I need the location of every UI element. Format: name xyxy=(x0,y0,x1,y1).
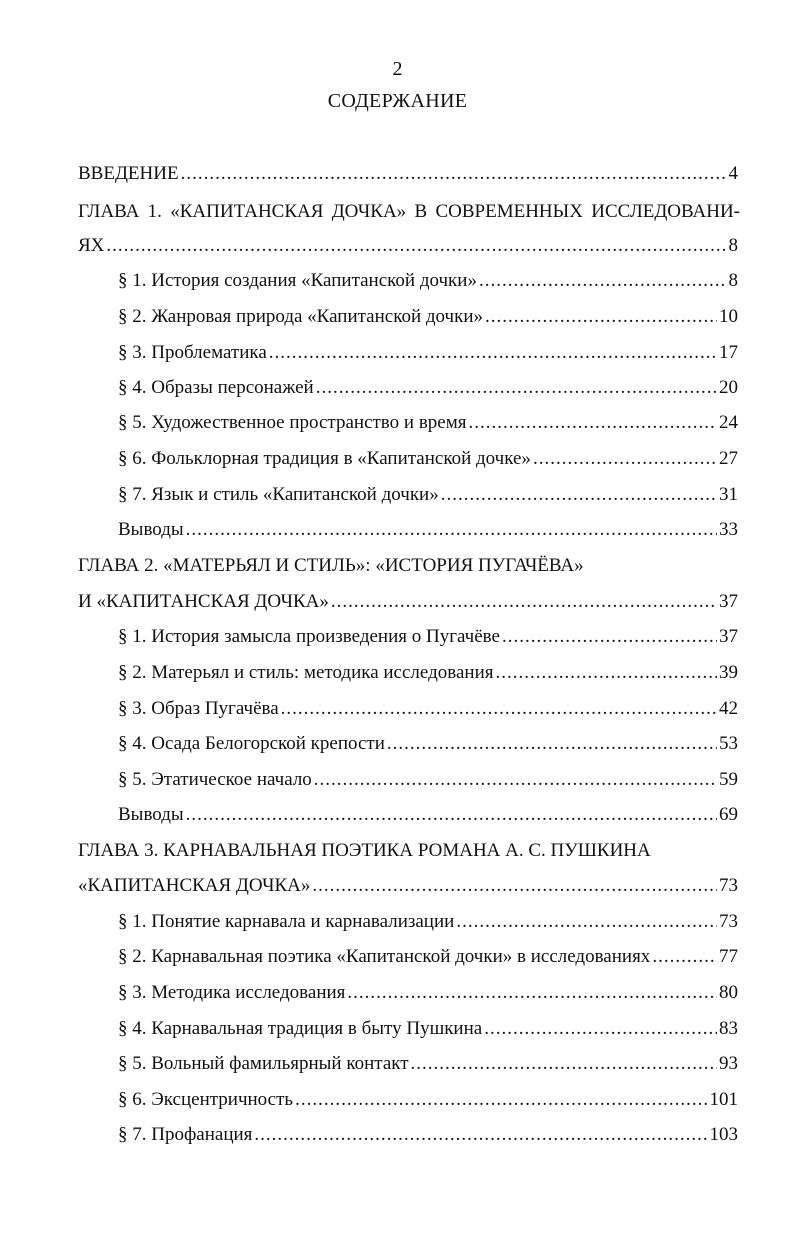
toc-entry-page: 42 xyxy=(719,698,738,719)
toc-entry-page: 27 xyxy=(719,448,738,469)
toc-entry-label: § 6. Эксцентричность xyxy=(118,1089,294,1110)
toc-entry-chapter-3[interactable] xyxy=(78,873,738,899)
toc-leader-dots xyxy=(281,696,717,722)
toc-entry-page: 53 xyxy=(719,733,738,754)
toc-leader-dots xyxy=(316,375,717,401)
toc-leader-dots xyxy=(479,268,727,294)
toc-entry-page: 8 xyxy=(728,235,738,256)
toc-entry-page: 37 xyxy=(719,626,738,647)
toc-entry-page: 37 xyxy=(719,591,738,612)
toc-leader-dots xyxy=(441,482,717,508)
toc-entry-page: 33 xyxy=(719,519,738,540)
toc-entry-label: § 4. Образы персонажей xyxy=(118,377,314,398)
toc-entry-label: Выводы xyxy=(118,519,184,540)
toc-leader-dots xyxy=(502,624,717,650)
toc-entry-page: 80 xyxy=(719,982,738,1003)
toc-entry-label: § 6. Фольклорная традиция в «Капитанской дочке» xyxy=(118,448,531,469)
toc-entry-section[interactable] xyxy=(118,624,738,650)
toc-leader-dots xyxy=(652,944,717,970)
toc-entry-section[interactable] xyxy=(118,410,738,436)
toc-entry-page: 39 xyxy=(719,662,738,683)
page-title: СОДЕРЖАНИЕ xyxy=(327,90,468,112)
toc-entry-label: § 5. Художественное пространство и время xyxy=(118,412,467,433)
toc-entry-section[interactable] xyxy=(118,909,738,935)
toc-entry-section[interactable] xyxy=(118,482,738,508)
toc-entry-page: 8 xyxy=(728,270,738,291)
toc-entry-page: 31 xyxy=(719,484,738,505)
toc-leader-dots xyxy=(254,1122,707,1148)
toc-entry-label: § 2. Карнавальная поэтика «Капитанской дочки» в исследованиях xyxy=(118,946,651,967)
toc-entry-section[interactable] xyxy=(118,731,738,757)
toc-entry-page: 73 xyxy=(719,911,738,932)
chapter-3-heading[interactable]: ГЛАВА 3. КАРНАВАЛЬНАЯ ПОЭТИКА РОМАНА А. С. ПУШКИНА xyxy=(78,840,651,861)
toc-entry-label: § 5. Этатическое начало xyxy=(118,769,312,790)
toc-entry-page: 83 xyxy=(719,1018,738,1039)
toc-entry-label: ВВЕДЕНИЕ xyxy=(78,163,179,184)
toc-entry-page: 103 xyxy=(709,1124,738,1145)
toc-entry-label: § 5. Вольный фамильярный контакт xyxy=(118,1053,409,1074)
toc-leader-dots xyxy=(469,410,718,436)
toc-entry-page: 24 xyxy=(719,412,738,433)
toc-entry-label: § 3. Методика исследования xyxy=(118,982,346,1003)
chapter-2-heading[interactable]: ГЛАВА 2. «МАТЕРЬЯЛ И СТИЛЬ»: «ИСТОРИЯ ПУГАЧЁВА» xyxy=(78,555,584,576)
toc-entry-label: § 7. Язык и стиль «Капитанской дочки» xyxy=(118,484,439,505)
chapter-1-heading[interactable]: ГЛАВА 1. «КАПИТАНСКАЯ ДОЧКА» В СОВРЕМЕННЫХ ИССЛЕДОВАНИ- xyxy=(78,201,740,222)
toc-entry-section[interactable] xyxy=(118,1016,738,1042)
toc-entry-label: Выводы xyxy=(118,804,184,825)
toc-entry-label: § 1. История замысла произведения о Пугачёве xyxy=(118,626,500,647)
toc-entry-conclusions[interactable] xyxy=(118,802,738,828)
toc-entry-label: § 7. Профанация xyxy=(118,1124,253,1145)
toc-entry-page: 17 xyxy=(719,342,738,363)
toc-entry-page: 10 xyxy=(719,306,738,327)
toc-entry-label: § 3. Проблематика xyxy=(118,342,267,363)
toc-leader-dots xyxy=(331,589,717,615)
toc-entry-label: § 2. Матерьял и стиль: методика исследования xyxy=(118,662,494,683)
toc-entry-section[interactable] xyxy=(118,446,738,472)
toc-leader-dots xyxy=(314,767,717,793)
toc-entry-label: § 2. Жанровая природа «Капитанской дочки» xyxy=(118,306,484,327)
toc-entry-section[interactable] xyxy=(118,980,738,1006)
toc-entry-section[interactable] xyxy=(118,1087,738,1113)
toc-entry-chapter-1[interactable] xyxy=(78,233,738,259)
toc-entry-section[interactable] xyxy=(118,660,738,686)
toc-entry-label: § 1. История создания «Капитанской дочки» xyxy=(118,270,477,291)
toc-entry-label: § 4. Осада Белогорской крепости xyxy=(118,733,385,754)
toc-leader-dots xyxy=(106,233,726,259)
toc-entry-page: 69 xyxy=(719,804,738,825)
toc-entry-page: 93 xyxy=(719,1053,738,1074)
toc-leader-dots xyxy=(485,304,717,330)
toc-entry-label: § 1. Понятие карнавала и карнавализации xyxy=(118,911,455,932)
toc-entry-section[interactable] xyxy=(118,696,738,722)
toc-entry-section[interactable] xyxy=(118,340,738,366)
toc-entry-section[interactable] xyxy=(118,1051,738,1077)
toc-entry-label: «КАПИТАНСКАЯ ДОЧКА» xyxy=(78,875,311,896)
toc-entry-conclusions[interactable] xyxy=(118,517,738,543)
toc-entry-label: ЯХ xyxy=(78,235,105,256)
toc-entry-label: § 3. Образ Пугачёва xyxy=(118,698,279,719)
toc-entry-section[interactable] xyxy=(118,268,738,294)
toc-entry-section[interactable] xyxy=(118,304,738,330)
toc-entry-page: 59 xyxy=(719,769,738,790)
toc-leader-dots xyxy=(347,980,717,1006)
toc-leader-dots xyxy=(186,517,717,543)
toc-entry-page: 101 xyxy=(709,1089,738,1110)
toc-entry-section[interactable] xyxy=(118,767,738,793)
page-number: 2 xyxy=(392,58,403,80)
toc-leader-dots xyxy=(456,909,717,935)
toc-entry-page: 73 xyxy=(719,875,738,896)
toc-leader-dots xyxy=(269,340,717,366)
toc-leader-dots xyxy=(186,802,717,828)
toc-leader-dots xyxy=(181,161,727,187)
toc-entry-section[interactable] xyxy=(118,1122,738,1148)
toc-entry-label: И «КАПИТАНСКАЯ ДОЧКА» xyxy=(78,591,329,612)
toc-leader-dots xyxy=(411,1051,717,1077)
toc-entry-label: § 4. Карнавальная традиция в быту Пушкина xyxy=(118,1018,483,1039)
toc-leader-dots xyxy=(387,731,717,757)
toc-entry-page: 4 xyxy=(728,163,738,184)
toc-entry-page: 20 xyxy=(719,377,738,398)
toc-entry-section[interactable] xyxy=(118,375,738,401)
toc-leader-dots xyxy=(533,446,717,472)
toc-entry-section[interactable] xyxy=(118,944,738,970)
toc-leader-dots xyxy=(312,873,717,899)
toc-leader-dots xyxy=(484,1016,717,1042)
toc-leader-dots xyxy=(495,660,717,686)
toc-entry-page: 77 xyxy=(719,946,738,967)
toc-entry-intro[interactable] xyxy=(78,161,738,187)
toc-entry-chapter-2[interactable] xyxy=(78,589,738,615)
toc-leader-dots xyxy=(295,1087,707,1113)
